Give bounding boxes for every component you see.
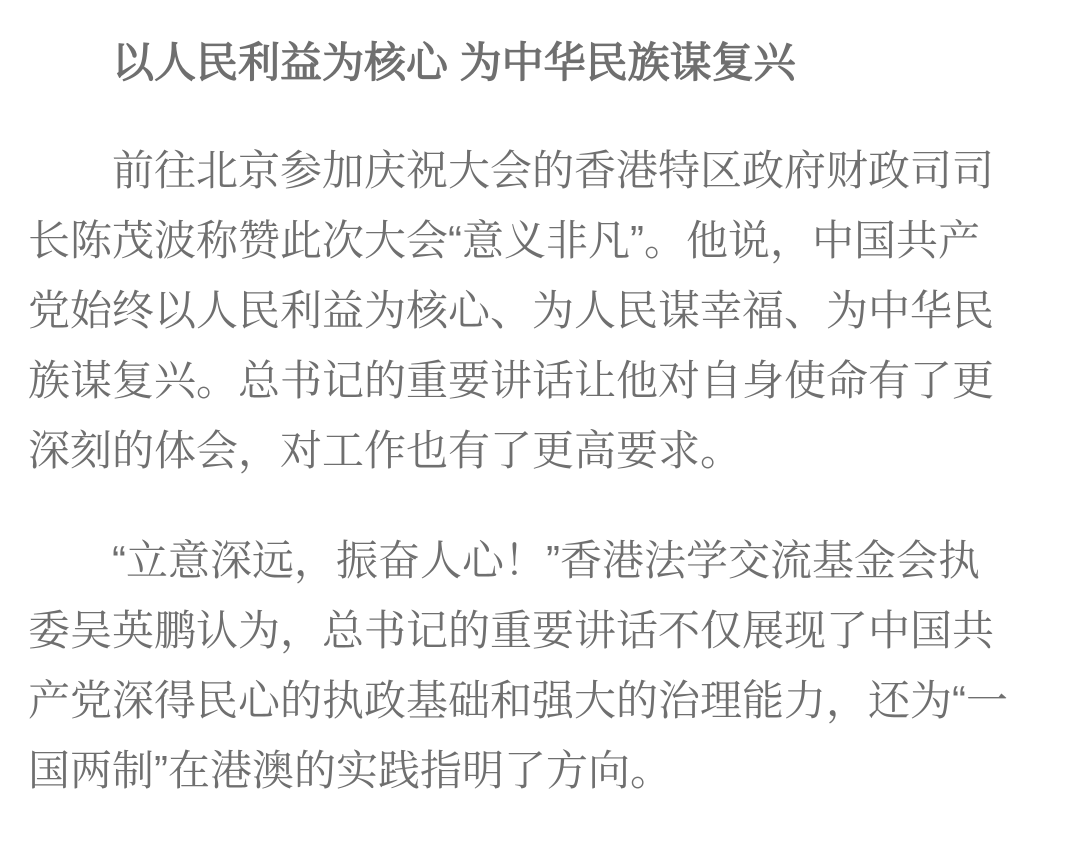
article-paragraph-1: 前往北京参加庆祝大会的香港特区政府财政司司长陈茂波称赞此次大会“意义非凡”。他说，中国共产党始终以人民利益为核心、为人民谋幸福、为中华民族谋复兴。总书记的重要讲话让他对自身使命有了更深刻的体会，对工作也有了更高要求。	[28, 147, 995, 474]
article-heading: 以人民利益为核心 为中华民族谋复兴	[112, 39, 796, 86]
article-paragraph-2: “立意深远，振奋人心！”香港法学交流基金会执委吴英鹏认为，总书记的重要讲话不仅展现了中国共产党深得民心的执政基础和强大的治理能力，还为“一国两制”在港澳的实践指明了方向。	[28, 537, 1008, 794]
